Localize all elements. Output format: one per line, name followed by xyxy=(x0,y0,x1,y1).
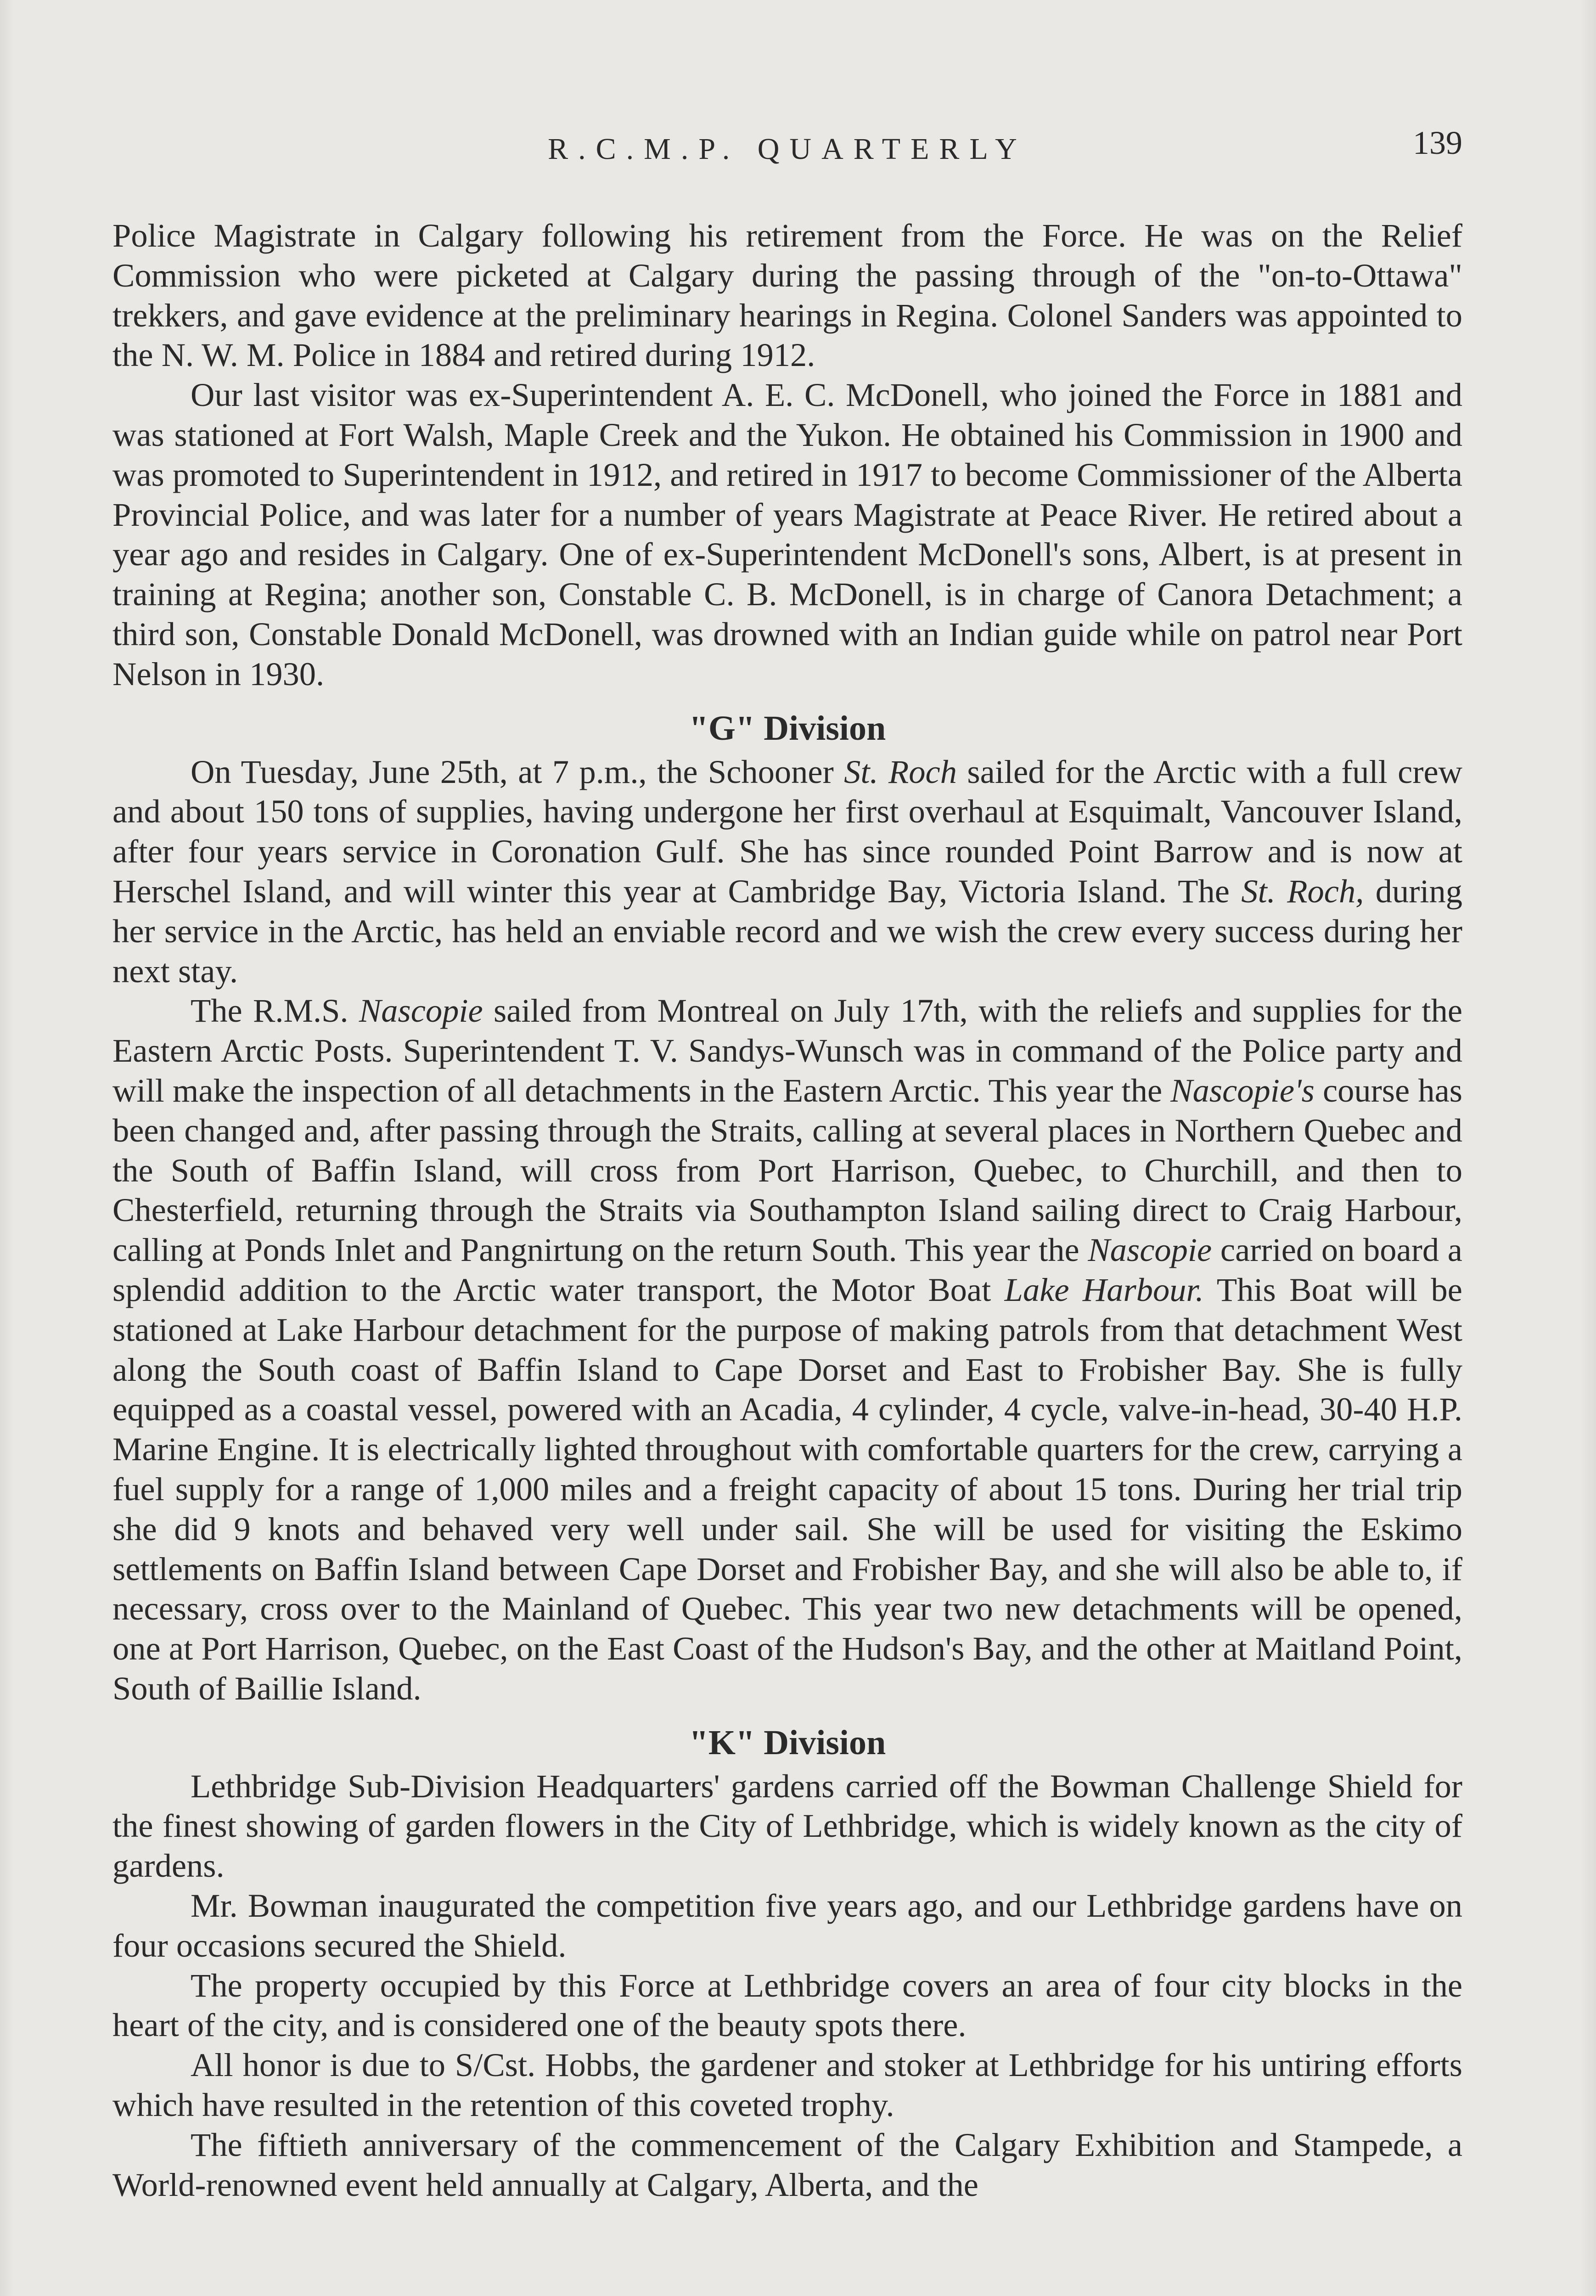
paragraph-hobbs: All honor is due to S/Cst. Hobbs, the gardener and stoker at Lethbridge for his untiring efforts which have resulted in the retention of this coveted trophy. xyxy=(112,2046,1462,2124)
running-header xyxy=(112,124,1462,179)
paragraph-bowman-shield: Lethbridge Sub-Division Headquarters' gardens carried off the Bowman Challenge Shield for the finest showing of garden flowers in the City of Lethbridge, which is widely known as the city of gardens. xyxy=(112,1767,1462,1885)
text-run: during her service in the Arctic, has held an enviable record and we wish the crew every success during her next stay. xyxy=(112,872,1462,990)
section-heading-g-division: "G" Division xyxy=(689,709,886,748)
journal-title: R.C.M.P. QUARTERLY xyxy=(548,132,1027,166)
paragraph-sanders-continued: Police Magistrate in Calgary following his retirement from the Force. He was on the Relief Commission who were picketed at Calgary during the passing through of the "on-to-Ottawa" trekkers, and gave evidence at the preliminary hearings in Regina. Colonel Sanders was appointed to the N. W. M. Police in 1884 and retired during 1912. xyxy=(112,217,1462,374)
boat-name-lake-harbour: Lake Harbour. xyxy=(1004,1271,1204,1308)
paragraph-calgary-stampede: The fiftieth anniversary of the commencement of the Calgary Exhibition and Stampede, a World-renowned event held annually at Calgary, Alberta, and the xyxy=(112,2126,1462,2203)
text-run: On Tuesday, June 25th, at 7 p.m., the Schooner xyxy=(191,753,844,790)
text-run: This Boat will be stationed at Lake Harbour detachment for the purpose of making patrols from that detachment West along the South coast of Baffin Island to Cape Dorset and East to Frobisher Bay. She is fully equipped as a coastal vessel, powered with an Acadia, 4 cylinder, 4 cycle, valve-in-head, 30-40 H.P. Marine Engine. It is electrically lighted throughout with comfortable quarters for the crew, carrying a fuel supply for a range of 1,000 miles and a freight capacity of about 15 tons. During her trial trip she did 9 knots and behaved very well under sail. She will be used for visiting the Eskimo settlements on Baffin Island between Cape Dorset and Frobisher Bay, and she will also be able to, if necessary, cross over to the Mainland of Quebec. This year two new detachments will be opened, one at Port Harrison, Quebec, on the East Coast of the Hudson's Bay, and the other at Maitland Point, South of Baillie Island. xyxy=(112,1271,1463,1707)
ship-name-st-roch: St. Roch xyxy=(844,753,957,790)
text-run: The R.M.S. xyxy=(191,992,359,1030)
text-run: sailed for the Arctic with a full crew and about 150 tons of supplies, having undergone her first overhaul at Esquimalt, Vancouver Island, after four years service in Coronation Gulf. She has since rounded Point Barrow and is now at Herschel Island, and will winter this year at Cambridge Bay, Victoria Island. The xyxy=(112,753,1463,910)
paragraph-nascopie xyxy=(112,991,1462,1708)
ship-name-nascopie: Nascopie's xyxy=(1170,1071,1315,1109)
ship-name-nascopie: Nascopie xyxy=(359,992,483,1030)
article-body xyxy=(112,216,1462,2205)
paragraph-st-roch xyxy=(112,752,1462,991)
page-number: 139 xyxy=(1413,124,1462,161)
paragraph-competition: Mr. Bowman inaugurated the competition five years ago, and our Lethbridge gardens have on four occasions secured the Shield. xyxy=(112,1887,1462,1964)
text-run: carried on board a splendid addition to the Arctic water transport, the Motor Boat xyxy=(112,1231,1462,1308)
paragraph-property: The property occupied by this Force at Lethbridge covers an area of four city blocks in the heart of the city, and is considered one of the beauty spots there. xyxy=(112,1966,1462,2044)
ship-name-nascopie: Nascopie xyxy=(1088,1231,1212,1269)
paragraph-mcdonell-visit: Our last visitor was ex-Superintendent A. E. C. McDonell, who joined the Force in 1881 and was stationed at Fort Walsh, Maple Creek and the Yukon. He obtained his Commission in 1900 and was promoted to Superintendent in 1912, and retired in 1917 to become Commissioner of the Alberta Provincial Police, and was later for a number of years Magistrate at Peace River. He retired about a year ago and resides in Calgary. One of ex-Superintendent McDonell's sons, Albert, is at present in training at Regina; another son, Constable C. B. McDonell, is in charge of Canora Detachment; a third son, Constable Donald McDonell, was drowned with an Indian guide while on patrol near Port Nelson in 1930. xyxy=(112,376,1462,692)
text-run: course has been changed and, after passing through the Straits, calling at several places in Northern Quebec and the South of Baffin Island, will cross from Port Harrison, Quebec, to Churchill, and then to Chesterfield, returning through the Straits via Southampton Island sailing direct to Craig Harbour, calling at Ponds Inlet and Pangnirtung on the return South. This year the xyxy=(112,1071,1462,1269)
text-run: sailed from Montreal on July 17th, with the reliefs and supplies for the Eastern Arctic Posts. Superintendent T. V. Sandys-Wunsch was in command of the Police party and will make the inspection of all detachments in the Eastern Arctic. This year the xyxy=(112,992,1463,1109)
ship-name-st-roch: St. Roch, xyxy=(1241,872,1364,910)
section-heading-k-division: "K" Division xyxy=(689,1723,886,1762)
